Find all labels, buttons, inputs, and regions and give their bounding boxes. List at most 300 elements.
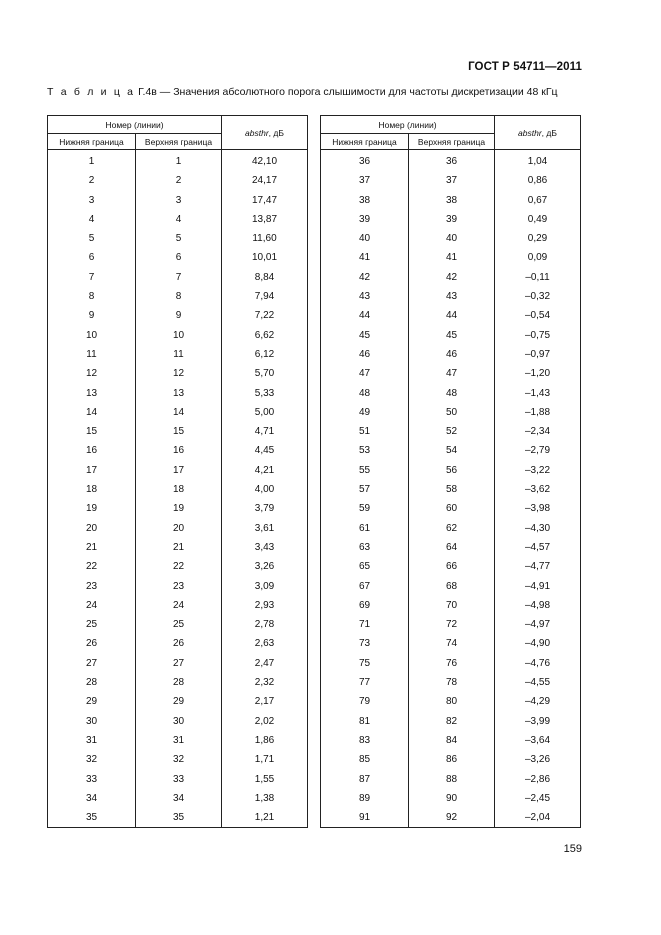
line-number-group-header: Номер (линии)	[48, 116, 222, 134]
absthr-cell: 2,78	[222, 615, 308, 634]
absthr-cell: 4,71	[222, 422, 308, 441]
table-row	[321, 770, 581, 789]
lower-bound-cell: 6	[48, 248, 136, 267]
table-row	[48, 538, 308, 557]
lower-bound-cell: 46	[321, 345, 409, 364]
lower-bound-cell: 8	[48, 287, 136, 306]
lower-bound-cell: 85	[321, 750, 409, 769]
table-row	[321, 461, 581, 480]
upper-bound-cell: 88	[409, 770, 495, 789]
table-row	[321, 673, 581, 692]
table-row	[321, 712, 581, 731]
lower-bound-cell: 40	[321, 229, 409, 248]
upper-bound-cell: 42	[409, 268, 495, 287]
upper-bound-cell: 18	[136, 480, 222, 499]
absthr-cell: –4,76	[495, 654, 581, 673]
absthr-cell: 0,29	[495, 229, 581, 248]
absthr-cell: –3,26	[495, 750, 581, 769]
upper-bound-cell: 30	[136, 712, 222, 731]
table-row	[321, 789, 581, 808]
table-row	[48, 422, 308, 441]
lower-bound-cell: 24	[48, 596, 136, 615]
absthr-cell: 3,26	[222, 557, 308, 576]
upper-bound-cell: 38	[409, 191, 495, 210]
absthr-cell: 5,70	[222, 364, 308, 383]
table-row	[48, 384, 308, 403]
lower-bound-cell: 63	[321, 538, 409, 557]
upper-bound-cell: 68	[409, 577, 495, 596]
upper-bound-cell: 22	[136, 557, 222, 576]
lower-bound-cell: 5	[48, 229, 136, 248]
lower-bound-cell: 9	[48, 306, 136, 325]
lower-bound-cell: 15	[48, 422, 136, 441]
upper-bound-cell: 26	[136, 634, 222, 653]
upper-bound-cell: 10	[136, 326, 222, 345]
lower-bound-cell: 51	[321, 422, 409, 441]
table-row	[48, 268, 308, 287]
lower-bound-cell: 53	[321, 441, 409, 460]
upper-bound-cell: 31	[136, 731, 222, 750]
absthr-cell: 1,86	[222, 731, 308, 750]
lower-bound-cell: 77	[321, 673, 409, 692]
table-row	[321, 615, 581, 634]
lower-bound-cell: 26	[48, 634, 136, 653]
table-row	[321, 577, 581, 596]
table-row	[321, 345, 581, 364]
upper-bound-cell: 60	[409, 499, 495, 518]
absthr-cell: 5,33	[222, 384, 308, 403]
upper-bound-cell: 11	[136, 345, 222, 364]
lower-bound-cell: 41	[321, 248, 409, 267]
absthr-cell: 24,17	[222, 171, 308, 190]
lower-bound-cell: 44	[321, 306, 409, 325]
table-row	[48, 441, 308, 460]
lower-bound-cell: 36	[321, 150, 409, 172]
lower-bound-header: Нижняя граница	[321, 134, 409, 150]
lower-bound-cell: 2	[48, 171, 136, 190]
table-row	[48, 171, 308, 190]
table-row	[321, 596, 581, 615]
upper-bound-cell: 29	[136, 692, 222, 711]
lower-bound-cell: 61	[321, 519, 409, 538]
lower-bound-cell: 81	[321, 712, 409, 731]
upper-bound-cell: 17	[136, 461, 222, 480]
absthr-unit: , дБ	[541, 127, 557, 138]
lower-bound-cell: 1	[48, 150, 136, 172]
upper-bound-cell: 62	[409, 519, 495, 538]
lower-bound-cell: 12	[48, 364, 136, 383]
absthr-cell: 8,84	[222, 268, 308, 287]
upper-bound-cell: 48	[409, 384, 495, 403]
table-row	[321, 287, 581, 306]
lower-bound-cell: 48	[321, 384, 409, 403]
table-row	[321, 171, 581, 190]
absthr-cell: –4,77	[495, 557, 581, 576]
absthr-cell: –2,79	[495, 441, 581, 460]
table-row	[48, 712, 308, 731]
absthr-cell: 2,63	[222, 634, 308, 653]
absthr-cell: 17,47	[222, 191, 308, 210]
absthr-cell: –4,91	[495, 577, 581, 596]
table-row	[48, 403, 308, 422]
table-row	[48, 519, 308, 538]
lower-bound-cell: 14	[48, 403, 136, 422]
absthr-cell: 10,01	[222, 248, 308, 267]
table-row	[48, 364, 308, 383]
lower-bound-cell: 27	[48, 654, 136, 673]
absthr-cell: 7,94	[222, 287, 308, 306]
upper-bound-cell: 82	[409, 712, 495, 731]
lower-bound-cell: 10	[48, 326, 136, 345]
absthr-cell: 3,61	[222, 519, 308, 538]
lower-bound-cell: 13	[48, 384, 136, 403]
absthr-cell: 6,62	[222, 326, 308, 345]
lower-bound-cell: 47	[321, 364, 409, 383]
absthr-cell: 0,86	[495, 171, 581, 190]
lower-bound-cell: 39	[321, 210, 409, 229]
upper-bound-cell: 52	[409, 422, 495, 441]
upper-bound-cell: 47	[409, 364, 495, 383]
upper-bound-cell: 9	[136, 306, 222, 325]
absthr-cell: 5,00	[222, 403, 308, 422]
lower-bound-cell: 25	[48, 615, 136, 634]
table-row	[321, 692, 581, 711]
absthr-symbol: absthr	[245, 127, 269, 138]
table-row	[48, 654, 308, 673]
lower-bound-cell: 45	[321, 326, 409, 345]
upper-bound-cell: 25	[136, 615, 222, 634]
upper-bound-cell: 70	[409, 596, 495, 615]
lower-bound-cell: 19	[48, 499, 136, 518]
table-row	[48, 634, 308, 653]
table-caption-text: Г.4в — Значения абсолютного порога слышимости для частоты дискретизации 48 кГц	[135, 86, 558, 98]
upper-bound-cell: 41	[409, 248, 495, 267]
table-row	[48, 326, 308, 345]
absthr-cell: –0,54	[495, 306, 581, 325]
table-row	[48, 191, 308, 210]
absthr-cell: –0,97	[495, 345, 581, 364]
absthr-cell: 1,04	[495, 150, 581, 172]
table-row	[321, 808, 581, 828]
upper-bound-cell: 12	[136, 364, 222, 383]
lower-bound-cell: 23	[48, 577, 136, 596]
upper-bound-cell: 58	[409, 480, 495, 499]
table-row	[48, 731, 308, 750]
absthr-cell: 7,22	[222, 306, 308, 325]
lower-bound-cell: 20	[48, 519, 136, 538]
absthr-cell: –2,86	[495, 770, 581, 789]
table-caption	[47, 86, 558, 98]
lower-bound-cell: 37	[321, 171, 409, 190]
table-row	[48, 461, 308, 480]
lower-bound-cell: 91	[321, 808, 409, 828]
upper-bound-cell: 80	[409, 692, 495, 711]
table-row	[321, 654, 581, 673]
absthr-cell: 2,93	[222, 596, 308, 615]
table-row	[321, 364, 581, 383]
table-row	[321, 210, 581, 229]
table-row	[321, 306, 581, 325]
lower-bound-cell: 79	[321, 692, 409, 711]
upper-bound-cell: 92	[409, 808, 495, 828]
table-row	[321, 441, 581, 460]
table-row	[321, 268, 581, 287]
absthr-cell: –3,22	[495, 461, 581, 480]
table-row	[48, 150, 308, 172]
upper-bound-cell: 36	[409, 150, 495, 172]
table-row	[321, 499, 581, 518]
table-row	[48, 287, 308, 306]
upper-bound-cell: 78	[409, 673, 495, 692]
absthr-cell: 42,10	[222, 150, 308, 172]
absthr-cell: 4,21	[222, 461, 308, 480]
lower-bound-cell: 67	[321, 577, 409, 596]
table-row	[48, 248, 308, 267]
lower-bound-cell: 89	[321, 789, 409, 808]
absthr-cell: 4,45	[222, 441, 308, 460]
upper-bound-cell: 56	[409, 461, 495, 480]
lower-bound-cell: 71	[321, 615, 409, 634]
lower-bound-cell: 59	[321, 499, 409, 518]
absthr-cell: –3,98	[495, 499, 581, 518]
lower-bound-cell: 43	[321, 287, 409, 306]
upper-bound-cell: 21	[136, 538, 222, 557]
table-row	[48, 229, 308, 248]
absthr-cell: 3,79	[222, 499, 308, 518]
lower-bound-cell: 55	[321, 461, 409, 480]
lower-bound-cell: 73	[321, 634, 409, 653]
absthr-cell: 11,60	[222, 229, 308, 248]
upper-bound-header: Верхняя граница	[409, 134, 495, 150]
lower-bound-cell: 31	[48, 731, 136, 750]
absthr-cell: 0,67	[495, 191, 581, 210]
upper-bound-cell: 86	[409, 750, 495, 769]
document-code: ГОСТ Р 54711—2011	[468, 61, 582, 73]
absthr-cell: –0,75	[495, 326, 581, 345]
lower-bound-cell: 49	[321, 403, 409, 422]
absthr-cell: –2,45	[495, 789, 581, 808]
absthr-symbol: absthr	[518, 127, 542, 138]
table-row	[48, 770, 308, 789]
table-row	[321, 248, 581, 267]
upper-bound-cell: 13	[136, 384, 222, 403]
upper-bound-cell: 35	[136, 808, 222, 828]
upper-bound-cell: 72	[409, 615, 495, 634]
lower-bound-cell: 33	[48, 770, 136, 789]
lower-bound-cell: 34	[48, 789, 136, 808]
lower-bound-cell: 3	[48, 191, 136, 210]
lower-bound-cell: 29	[48, 692, 136, 711]
absthr-cell: 3,43	[222, 538, 308, 557]
lower-bound-cell: 32	[48, 750, 136, 769]
table-row	[321, 731, 581, 750]
absthr-header	[495, 116, 581, 150]
table-row	[321, 557, 581, 576]
upper-bound-cell: 8	[136, 287, 222, 306]
absthr-cell: 6,12	[222, 345, 308, 364]
threshold-table-right	[320, 115, 581, 828]
table-row	[321, 326, 581, 345]
lower-bound-cell: 7	[48, 268, 136, 287]
upper-bound-cell: 44	[409, 306, 495, 325]
absthr-cell: –4,98	[495, 596, 581, 615]
absthr-cell: –4,57	[495, 538, 581, 557]
upper-bound-cell: 54	[409, 441, 495, 460]
absthr-cell: –3,64	[495, 731, 581, 750]
upper-bound-cell: 37	[409, 171, 495, 190]
lower-bound-cell: 4	[48, 210, 136, 229]
absthr-cell: 2,32	[222, 673, 308, 692]
upper-bound-cell: 40	[409, 229, 495, 248]
upper-bound-cell: 27	[136, 654, 222, 673]
lower-bound-cell: 21	[48, 538, 136, 557]
absthr-cell: –0,11	[495, 268, 581, 287]
absthr-cell: –1,43	[495, 384, 581, 403]
lower-bound-header: Нижняя граница	[48, 134, 136, 150]
upper-bound-cell: 33	[136, 770, 222, 789]
upper-bound-cell: 19	[136, 499, 222, 518]
lower-bound-cell: 28	[48, 673, 136, 692]
upper-bound-cell: 76	[409, 654, 495, 673]
upper-bound-cell: 2	[136, 171, 222, 190]
absthr-cell: –2,34	[495, 422, 581, 441]
upper-bound-cell: 90	[409, 789, 495, 808]
table-row	[48, 499, 308, 518]
upper-bound-cell: 32	[136, 750, 222, 769]
table-row	[48, 480, 308, 499]
absthr-cell: –4,90	[495, 634, 581, 653]
page-number: 159	[563, 843, 582, 855]
upper-bound-cell: 24	[136, 596, 222, 615]
table-row	[321, 519, 581, 538]
lower-bound-cell: 42	[321, 268, 409, 287]
upper-bound-cell: 28	[136, 673, 222, 692]
absthr-unit: , дБ	[268, 127, 284, 138]
absthr-cell: 0,49	[495, 210, 581, 229]
lower-bound-cell: 22	[48, 557, 136, 576]
table-body-left	[48, 150, 308, 828]
line-number-group-header: Номер (линии)	[321, 116, 495, 134]
lower-bound-cell: 57	[321, 480, 409, 499]
table-row	[321, 538, 581, 557]
lower-bound-cell: 35	[48, 808, 136, 828]
table-row	[48, 596, 308, 615]
table-row	[48, 615, 308, 634]
absthr-cell: 13,87	[222, 210, 308, 229]
upper-bound-cell: 6	[136, 248, 222, 267]
table-row	[321, 150, 581, 172]
absthr-cell: –3,99	[495, 712, 581, 731]
upper-bound-header: Верхняя граница	[136, 134, 222, 150]
lower-bound-cell: 69	[321, 596, 409, 615]
lower-bound-cell: 16	[48, 441, 136, 460]
upper-bound-cell: 46	[409, 345, 495, 364]
upper-bound-cell: 16	[136, 441, 222, 460]
absthr-cell: 3,09	[222, 577, 308, 596]
table-row	[321, 384, 581, 403]
table-row	[48, 577, 308, 596]
table-row	[321, 191, 581, 210]
absthr-cell: –4,55	[495, 673, 581, 692]
upper-bound-cell: 39	[409, 210, 495, 229]
upper-bound-cell: 20	[136, 519, 222, 538]
table-row	[48, 808, 308, 828]
upper-bound-cell: 84	[409, 731, 495, 750]
lower-bound-cell: 87	[321, 770, 409, 789]
upper-bound-cell: 74	[409, 634, 495, 653]
upper-bound-cell: 15	[136, 422, 222, 441]
absthr-cell: 2,17	[222, 692, 308, 711]
table-row	[48, 306, 308, 325]
table-row	[321, 422, 581, 441]
absthr-cell: –1,88	[495, 403, 581, 422]
table-row	[48, 673, 308, 692]
absthr-cell: –2,04	[495, 808, 581, 828]
upper-bound-cell: 34	[136, 789, 222, 808]
absthr-cell: 1,71	[222, 750, 308, 769]
upper-bound-cell: 50	[409, 403, 495, 422]
absthr-cell: –4,30	[495, 519, 581, 538]
upper-bound-cell: 64	[409, 538, 495, 557]
upper-bound-cell: 43	[409, 287, 495, 306]
table-row	[48, 210, 308, 229]
lower-bound-cell: 83	[321, 731, 409, 750]
absthr-cell: 1,21	[222, 808, 308, 828]
lower-bound-cell: 17	[48, 461, 136, 480]
upper-bound-cell: 14	[136, 403, 222, 422]
table-row	[321, 750, 581, 769]
absthr-cell: –1,20	[495, 364, 581, 383]
table-body-right	[321, 150, 581, 828]
lower-bound-cell: 30	[48, 712, 136, 731]
threshold-table-left	[47, 115, 308, 828]
absthr-cell: –4,97	[495, 615, 581, 634]
table-row	[48, 557, 308, 576]
absthr-cell: 1,38	[222, 789, 308, 808]
upper-bound-cell: 66	[409, 557, 495, 576]
upper-bound-cell: 7	[136, 268, 222, 287]
table-row	[48, 750, 308, 769]
table-row	[48, 692, 308, 711]
absthr-cell: 1,55	[222, 770, 308, 789]
upper-bound-cell: 5	[136, 229, 222, 248]
absthr-cell: –3,62	[495, 480, 581, 499]
table-caption-prefix: Т а б л и ц а	[47, 86, 136, 98]
absthr-cell: 2,47	[222, 654, 308, 673]
lower-bound-cell: 11	[48, 345, 136, 364]
absthr-cell: 0,09	[495, 248, 581, 267]
lower-bound-cell: 75	[321, 654, 409, 673]
absthr-cell: 4,00	[222, 480, 308, 499]
upper-bound-cell: 4	[136, 210, 222, 229]
table-row	[321, 403, 581, 422]
upper-bound-cell: 3	[136, 191, 222, 210]
upper-bound-cell: 23	[136, 577, 222, 596]
lower-bound-cell: 18	[48, 480, 136, 499]
table-row	[48, 345, 308, 364]
lower-bound-cell: 38	[321, 191, 409, 210]
upper-bound-cell: 45	[409, 326, 495, 345]
table-row	[321, 634, 581, 653]
table-row	[48, 789, 308, 808]
absthr-cell: –0,32	[495, 287, 581, 306]
lower-bound-cell: 65	[321, 557, 409, 576]
absthr-cell: –4,29	[495, 692, 581, 711]
upper-bound-cell: 1	[136, 150, 222, 172]
table-row	[321, 229, 581, 248]
absthr-header	[222, 116, 308, 150]
table-row	[321, 480, 581, 499]
